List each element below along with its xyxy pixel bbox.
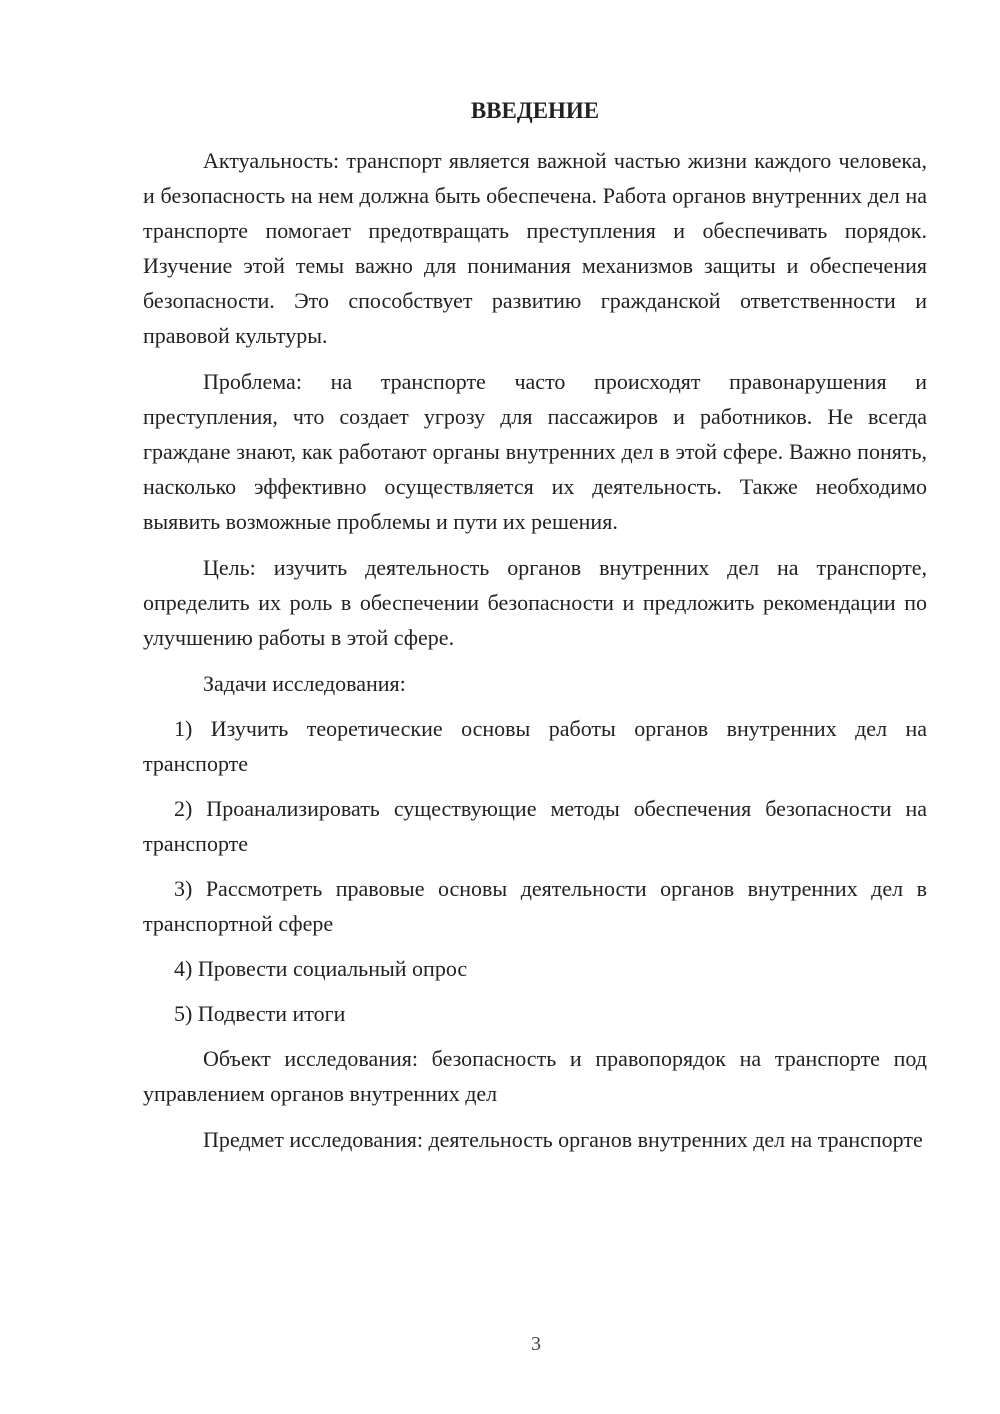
- paragraph-goal: Цель: изучить деятельность органов внутренних дел на транспорте, определить их роль в обеспечении безопасности и предложить рекомендации по улучшению работы в этой сфере.: [143, 555, 927, 650]
- paragraph-subject: Предмет исследования: деятельность органов внутренних дел на транспорте: [203, 1127, 923, 1152]
- paragraph-problem: Проблема: на транспорте часто происходят правонарушения и преступления, что создает угрозу для пассажиров и работников. Не всегда граждане знают, как работают органы внутренних дел в этой сфере. Важно понять, насколько эффективно осуществляется их деятельность. Также необходимо выявить возможные проблемы и пути их решения.: [143, 369, 927, 534]
- task-item-3: 3) Рассмотреть правовые основы деятельности органов внутренних дел в транспортной сфере: [143, 876, 927, 936]
- page-number: 3: [531, 1333, 541, 1355]
- paragraph-relevance: Актуальность: транспорт является важной частью жизни каждого человека, и безопасность на нем должна быть обеспечена. Работа органов внутренних дел на транспорте помогает предотвращать преступления и обеспечивать порядок. Изучение этой темы важно для понимания механизмов защиты и обеспечения безопасности. Это способствует развитию гражданской ответственности и правовой культуры.: [143, 148, 927, 348]
- task-item-5: 5) Подвести итоги: [174, 1001, 346, 1026]
- document-title: ВВЕДЕНИЕ: [470, 98, 600, 123]
- document-page: [143, 95, 927, 1168]
- tasks-label: Задачи исследования:: [203, 671, 406, 696]
- paragraph-object: Объект исследования: безопасность и правопорядок на транспорте под управлением органов внутренних дел: [143, 1046, 927, 1106]
- task-item-4: 4) Провести социальный опрос: [174, 956, 468, 981]
- task-item-2: 2) Проанализировать существующие методы обеспечения безопасности на транспорте: [143, 796, 927, 856]
- task-item-1: 1) Изучить теоретические основы работы органов внутренних дел на транспорте: [143, 716, 927, 776]
